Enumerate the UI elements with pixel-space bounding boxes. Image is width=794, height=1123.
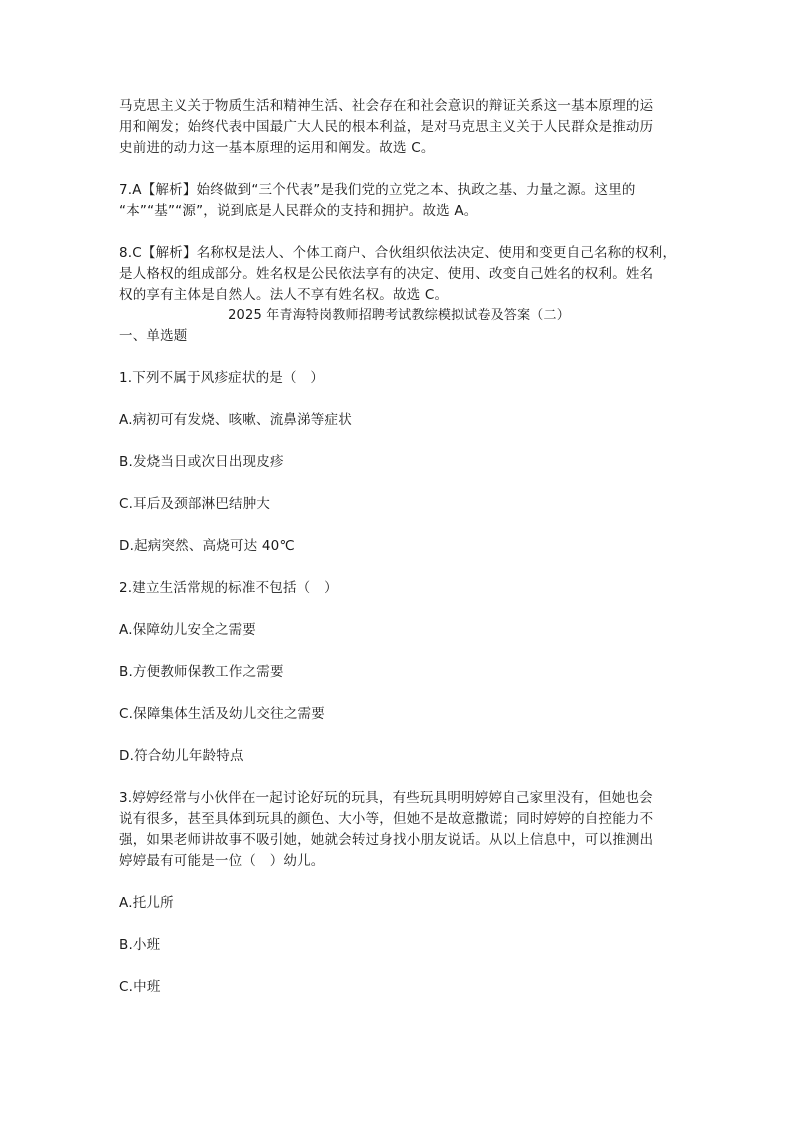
question-stem-line: 说有很多，甚至具体到玩具的颜色、大小等，但她不是故意撒谎；同时婷婷的自控能力不 — [119, 811, 654, 827]
text-line: 7.A【解析】始终做到“三个代表”是我们党的立党之本、执政之基、力量之源。这里的 — [119, 182, 636, 198]
option-a: A.托儿所 — [119, 895, 174, 911]
text-line: 用和阐发；始终代表中国最广大人民的根本利益，是对马克思主义关于人民群众是推动历 — [119, 119, 654, 135]
answer-explanation-6 — [119, 96, 679, 159]
option-b: B.方便教师保教工作之需要 — [119, 664, 284, 680]
question-stem-line: 强，如果老师讲故事不吸引她，她就会转过身找小朋友说话。从以上信息中，可以推测出 — [119, 832, 654, 848]
page-content — [119, 96, 679, 998]
option-c: C.耳后及颈部淋巴结肿大 — [119, 496, 271, 512]
answer-explanation-8 — [119, 243, 679, 306]
option-a: A.病初可有发烧、咳嗽、流鼻涕等症状 — [119, 412, 352, 428]
exam-title: 2025 年青海特岗教师招聘考试教综模拟试卷及答案（二） — [228, 308, 570, 323]
section-heading: 一、单选题 — [119, 328, 188, 344]
question-stem: 2.建立生活常规的标准不包括（ ） — [119, 580, 338, 596]
text-line: 是人格权的组成部分。姓名权是公民依法享有的决定、使用、改变自己姓名的权利。姓名 — [119, 266, 654, 282]
question-stem-line: 3.婷婷经常与小伙伴在一起讨论好玩的玩具，有些玩具明明婷婷自己家里没有，但她也会 — [119, 790, 653, 806]
answer-explanation-7 — [119, 180, 679, 222]
text-line: 权的享有主体是自然人。法人不享有姓名权。故选 C。 — [119, 287, 449, 303]
question-1 — [119, 368, 679, 557]
question-3 — [119, 788, 679, 998]
option-c: C.保障集体生活及幼儿交往之需要 — [119, 706, 325, 722]
text-line: “本”“基”“源”，说到底是人民群众的支持和拥护。故选 A。 — [119, 203, 478, 219]
text-line: 史前进的动力这一基本原理的运用和阐发。故选 C。 — [119, 140, 435, 156]
question-stem-line: 婷婷最有可能是一位（ ）幼儿。 — [119, 853, 325, 869]
option-d: D.起病突然、高烧可达 40℃ — [119, 538, 295, 554]
option-d: D.符合幼儿年龄特点 — [119, 748, 244, 764]
text-line: 马克思主义关于物质生活和精神生活、社会存在和社会意识的辩证关系这一基本原理的运 — [119, 98, 654, 114]
option-b: B.发烧当日或次日出现皮疹 — [119, 454, 284, 470]
question-stem: 1.下列不属于风疹症状的是（ ） — [119, 370, 325, 386]
option-a: A.保障幼儿安全之需要 — [119, 622, 256, 638]
text-line: 8.C【解析】名称权是法人、个体工商户、合伙组织依法决定、使用和变更自己名称的权利， — [119, 245, 677, 261]
option-b: B.小班 — [119, 937, 161, 953]
option-c: C.中班 — [119, 979, 161, 995]
question-2 — [119, 578, 679, 767]
